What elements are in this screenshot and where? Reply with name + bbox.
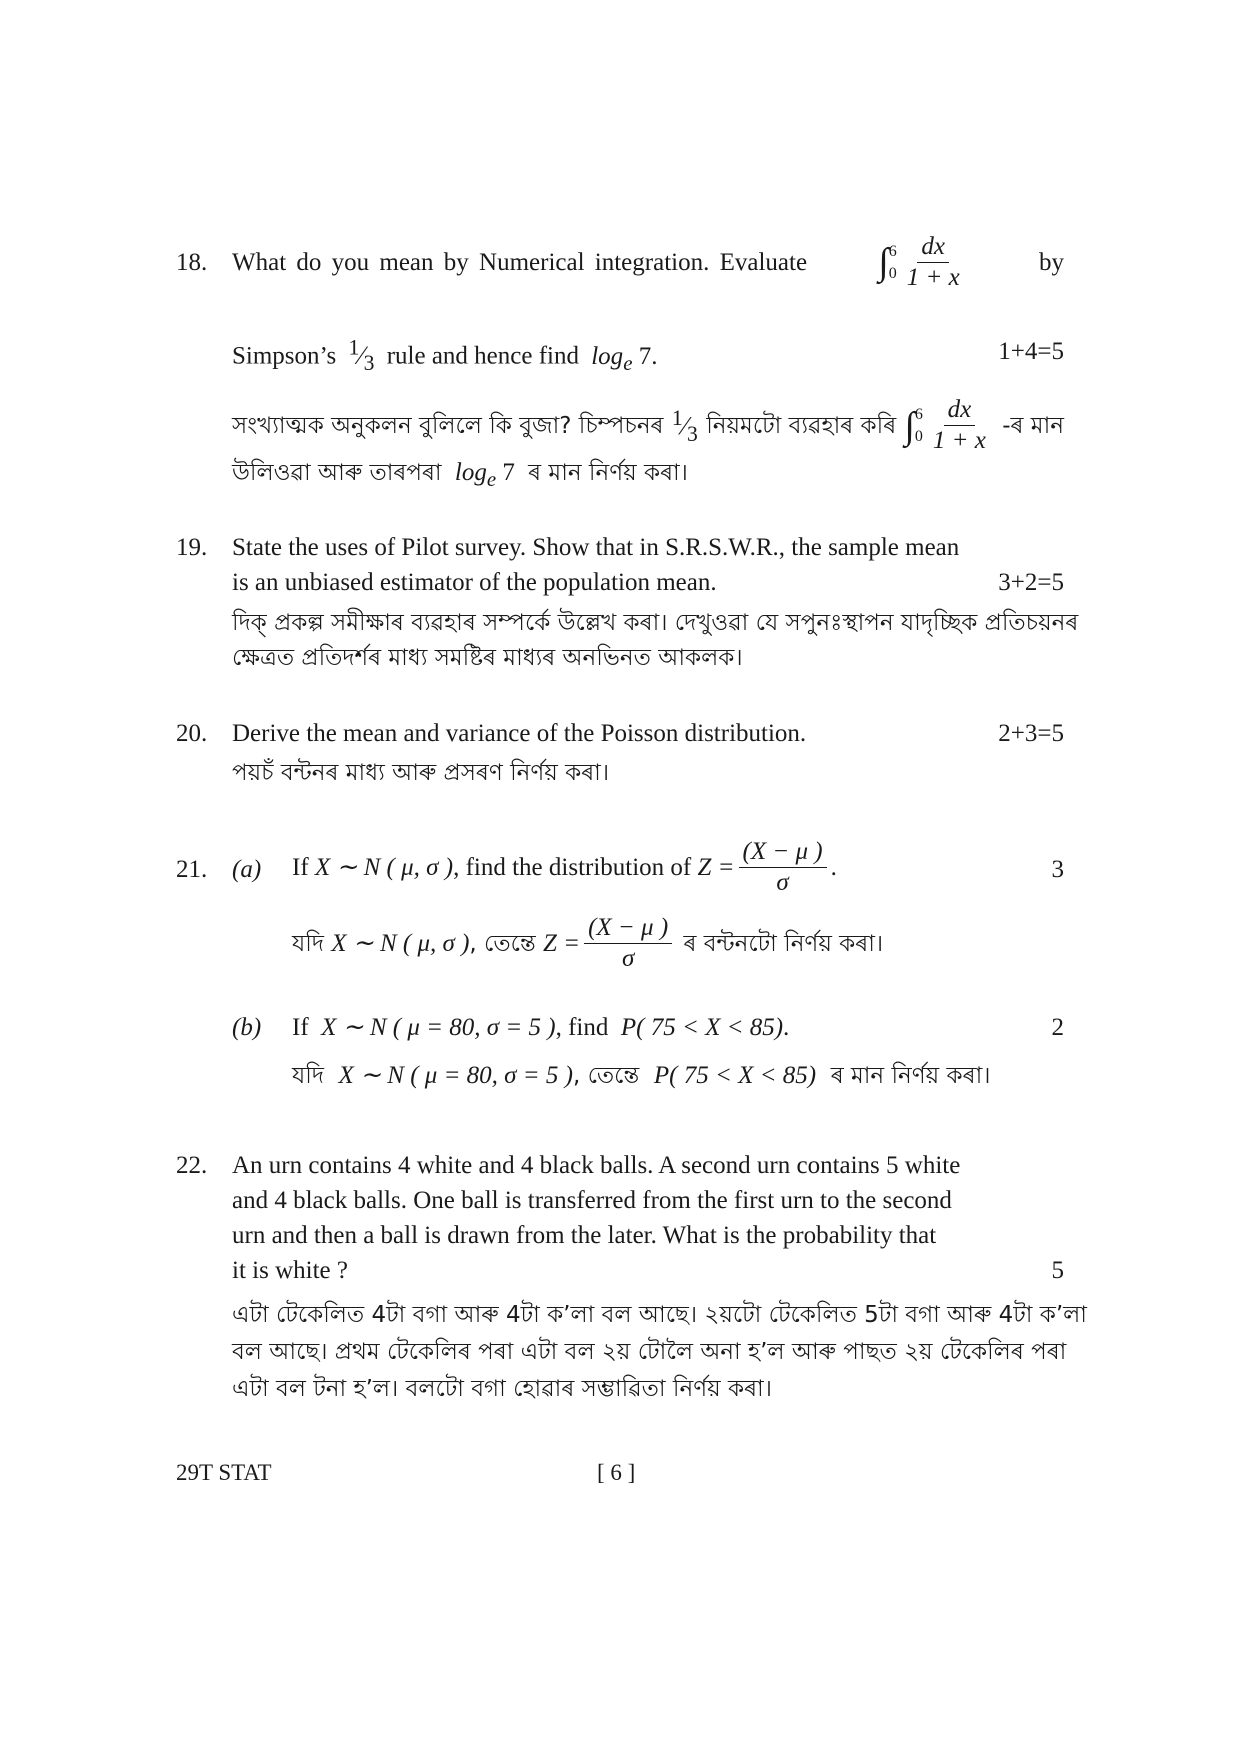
q18-rule: rule and hence find	[386, 342, 579, 370]
q18-simpsons: Simpson’s	[232, 342, 337, 370]
q21b-if: If	[292, 1014, 309, 1041]
q21a-marks: 3	[1051, 856, 1064, 883]
integral-upper: 6	[888, 242, 897, 260]
one-third-fraction: $^1⁄_3$	[348, 335, 375, 375]
q21a-bn-end: ৰ বন্টনটো নিৰ্ণয় কৰা।	[683, 930, 884, 957]
q21b-find: , find	[555, 1014, 609, 1041]
q19-bn-line2: ক্ষেত্ৰত প্ৰতিদৰ্শৰ মাধ্য সমষ্টিৰ মাধ্যৰ অনভিনত আকলক।	[232, 645, 743, 671]
q21b-bn-end: ৰ মান নিৰ্ণয় কৰা।	[830, 1063, 991, 1089]
q19-en-line1: State the uses of Pilot survey. Show that in S.R.S.W.R., the sample mean	[232, 534, 960, 561]
q21b-en-line: If X ∼ N ( μ = 80, σ = 5 ), find P( 75 < X < 85).	[292, 1014, 790, 1041]
log-expression-bn: $\log_e 7$	[454, 459, 515, 491]
q18-bn-text: সংখ্যাত্মক অনুকলন বুলিলে কি বুজা? চিম্পচনৰ	[232, 412, 664, 439]
q21b-bn-if: যদি	[292, 1063, 324, 1089]
q18-en-line1	[232, 232, 1064, 293]
log-expression: $\log_e 7$.	[591, 342, 658, 375]
q21a-bn-if: যদি	[292, 930, 324, 957]
question-number: 18.	[176, 249, 208, 276]
integrand-fraction: $\frac{dx}{1 + x}$	[932, 396, 986, 454]
q18-marks: 1+4=5	[998, 338, 1064, 365]
q19-marks: 3+2=5	[998, 569, 1064, 596]
question-number: 19.	[176, 534, 208, 561]
q21a-en-line: If X ∼ N ( μ, σ ) , find the distribution of Z = $\frac{(X - \mu )}{\sigma}$ .	[292, 838, 837, 896]
integrand-den: 1 + x	[906, 264, 960, 291]
q22-bn-line1: এটা টেকেলিত 4টা বগা আৰু 4টা ক’লা বল আছে। ২য়টো টেকেলিত 5টা বগা আৰু 4টা ক’লা	[232, 1302, 1087, 1328]
q22-en-line2: and 4 black balls. One ball is transferred from the first urn to the second	[232, 1187, 952, 1214]
q22-bn-line3: এটা বল টনা হ’ল। বলটো বগা হোৱাৰ সম্ভাৱিতা নিৰ্ণয় কৰা।	[232, 1376, 772, 1402]
q18-bn-text: -ৰ মান	[1002, 412, 1064, 439]
integral-sign: ∫	[904, 404, 915, 447]
q19-bn-line1: দিক্ প্ৰকল্প সমীক্ষাৰ ব্যৱহাৰ সম্পৰ্কে উল্লেখ কৰা। দেখুওৱা যে সপুনঃস্থাপন যাদৃচ্ছিক প্ৰতিচয়নৰ	[232, 610, 1079, 636]
q22-en-line3: urn and then a ball is drawn from the later. What is the probability that	[232, 1222, 937, 1249]
q18-text: What do you mean by Numerical integration. Evaluate	[232, 249, 808, 276]
probability-expr: P( 75 < X < 85)	[653, 1062, 817, 1089]
integral-sign: ∫	[878, 241, 889, 283]
q20-bn-line1: পয়চঁ বন্টনৰ মাধ্য আৰু প্ৰসৰণ নিৰ্ণয় কৰা।	[232, 760, 610, 786]
distribution-expr-b: X ∼ N ( μ = 80, σ = 5 )	[321, 1014, 556, 1041]
page-number: [ 6 ]	[597, 1460, 636, 1485]
part-a-label: (a)	[232, 856, 262, 883]
q22-en-line1: An urn contains 4 white and 4 black balls. A second urn contains 5 white	[232, 1152, 961, 1179]
q18-bn-text: নিয়মটো ব্যৱহাৰ কৰি	[706, 412, 897, 439]
integral-limits: 6 0	[914, 405, 923, 445]
integrand-num: dx	[917, 232, 949, 263]
integral-lower: 0	[888, 264, 897, 282]
z-lhs: Z =	[543, 929, 581, 957]
question-number: 21.	[176, 856, 208, 883]
q21b-bn-line	[292, 1058, 990, 1094]
q21a-bn-line	[292, 913, 883, 974]
q18-bn-line1	[232, 395, 1064, 456]
integral-expression	[878, 232, 967, 293]
part-b-label: (b)	[232, 1014, 262, 1041]
q21b-marks: 2	[1051, 1014, 1064, 1041]
q21b-bn-then: , তেন্তে	[572, 1063, 640, 1089]
q18-by: by	[1039, 249, 1064, 276]
z-lhs: Z =	[697, 854, 735, 881]
q18-bn-text: ৰ মান নিৰ্ণয় কৰা।	[528, 460, 688, 486]
q19-en-line2: is an unbiased estimator of the population mean.	[232, 569, 717, 596]
question-number: 20.	[176, 720, 208, 747]
z-fraction: $\frac{(X - \mu )}{\sigma}$	[584, 913, 672, 974]
q22-marks: 5	[1051, 1257, 1064, 1284]
integral-limits	[889, 241, 897, 285]
q20-en-line1: Derive the mean and variance of the Poisson distribution.	[232, 720, 807, 747]
q21a-find: , find the distribution of	[453, 854, 692, 881]
q21a-if: If	[292, 854, 309, 881]
distribution-expr: X ∼ N ( μ, σ )	[314, 854, 454, 881]
q22-bn-line2: বল আছে। প্ৰথম টেকেলিৰ পৰা এটা বল ২য় টোলৈ অনা হ’ল আৰু পাছত ২য় টেকেলিৰ পৰা	[232, 1339, 1067, 1365]
integral-expression-bn	[905, 395, 994, 456]
q20-marks: 2+3=5	[998, 720, 1064, 747]
distribution-expr: X ∼ N ( μ, σ )	[331, 929, 470, 957]
z-fraction: $\frac{(X - \mu )}{\sigma}$	[739, 837, 827, 898]
probability-expr: P( 75 < X < 85)	[620, 1014, 784, 1041]
q18-bn-text: উলিওৱা আৰু তাৰপৰা	[232, 460, 442, 486]
q22-en-line4: it is white ?	[232, 1257, 348, 1284]
q18-bn-line2	[232, 455, 688, 497]
question-number: 22.	[176, 1152, 208, 1179]
distribution-expr-b: X ∼ N ( μ = 80, σ = 5 )	[338, 1062, 573, 1089]
integrand-fraction	[903, 232, 964, 293]
one-third-fraction-bn: $^1⁄_3$	[671, 405, 698, 446]
q18-en-line2	[232, 330, 657, 381]
q21a-bn-then: , তেন্তে	[469, 930, 536, 957]
paper-code: 29T STAT	[176, 1460, 272, 1485]
